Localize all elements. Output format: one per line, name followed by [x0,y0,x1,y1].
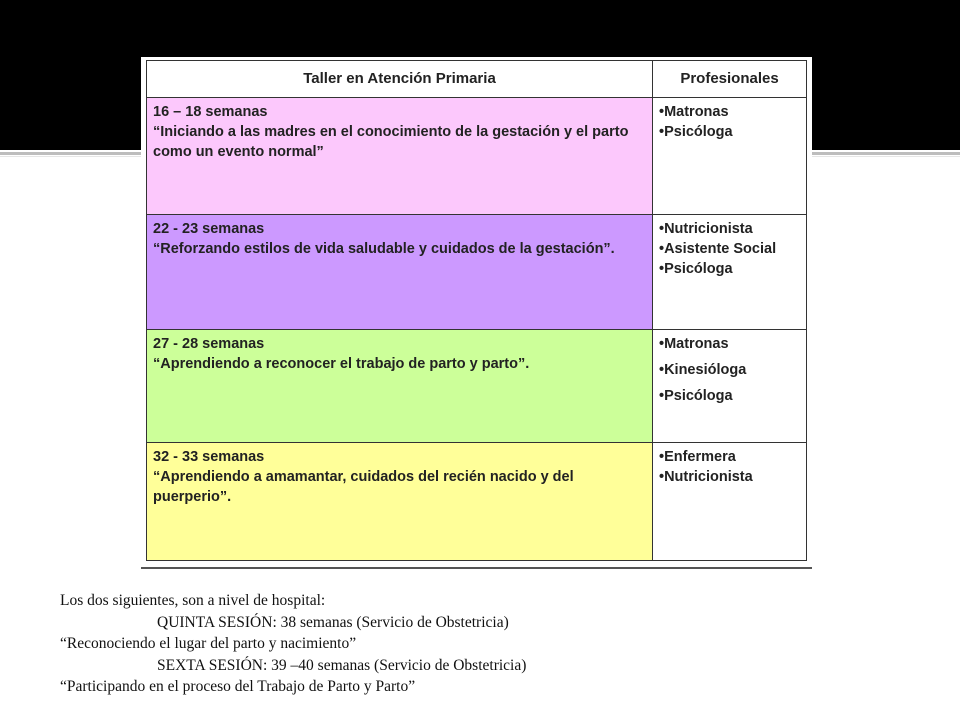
session-cell [147,215,653,330]
session-weeks: 16 – 18 semanas [153,104,268,120]
session-cell [147,98,653,215]
professionals-cell [653,443,807,561]
header-profesionales: Profesionales [653,61,807,98]
header-taller: Taller en Atención Primaria [147,61,653,98]
sessions-table-image [141,57,812,569]
table-row [147,98,807,215]
professional-item: • Enfermera [659,447,800,467]
session-title: “Aprendiendo a reconocer el trabajo de parto y parto”. [153,356,530,372]
session-title: “Aprendiendo a amamantar, cuidados del recién nacido y del puerperio”. [153,469,574,505]
table-row [147,330,807,443]
fifth-session-title: “Reconociendo el lugar del parto y nacimiento” [60,635,357,652]
professionals-list [659,219,800,279]
hospital-notes [60,590,940,698]
professional-item: • Nutricionista [659,219,800,239]
sessions-table [146,60,807,561]
professional-item: • Nutricionista [659,467,800,487]
professional-item: • Psicóloga [659,122,800,142]
table-header-row [147,61,807,98]
session-weeks: 32 - 33 semanas [153,449,265,465]
professionals-cell [653,330,807,443]
sixth-session-line: SEXTA SESIÓN: 39 –40 semanas (Servicio de Obstetricia) [157,656,527,674]
professional-item: • Matronas [659,334,800,354]
session-title: “Reforzando estilos de vida saludable y cuidados de la gestación”. [153,241,615,257]
professionals-cell [653,215,807,330]
professionals-list [659,102,800,142]
notes-intro: Los dos siguientes, son a nivel de hospital: [60,592,326,609]
professional-item: • Kinesióloga [659,360,800,380]
session-weeks: 22 - 23 semanas [153,221,265,237]
session-title: “Iniciando a las madres en el conocimiento de la gestación y el parto como un evento normal” [153,124,629,160]
professional-item: • Psicóloga [659,386,800,406]
professional-item: • Psicóloga [659,259,800,279]
session-cell [147,330,653,443]
professionals-list [659,447,800,487]
table-row [147,215,807,330]
professional-item: • Matronas [659,102,800,122]
session-cell [147,443,653,561]
table-row [147,443,807,561]
fifth-session-line: QUINTA SESIÓN: 38 semanas (Servicio de Obstetricia) [157,613,509,631]
professionals-cell [653,98,807,215]
professionals-list [659,334,800,406]
professional-item: • Asistente Social [659,239,800,259]
sixth-session-title: “Participando en el proceso del Trabajo de Parto y Parto” [60,678,416,695]
session-weeks: 27 - 28 semanas [153,336,265,352]
